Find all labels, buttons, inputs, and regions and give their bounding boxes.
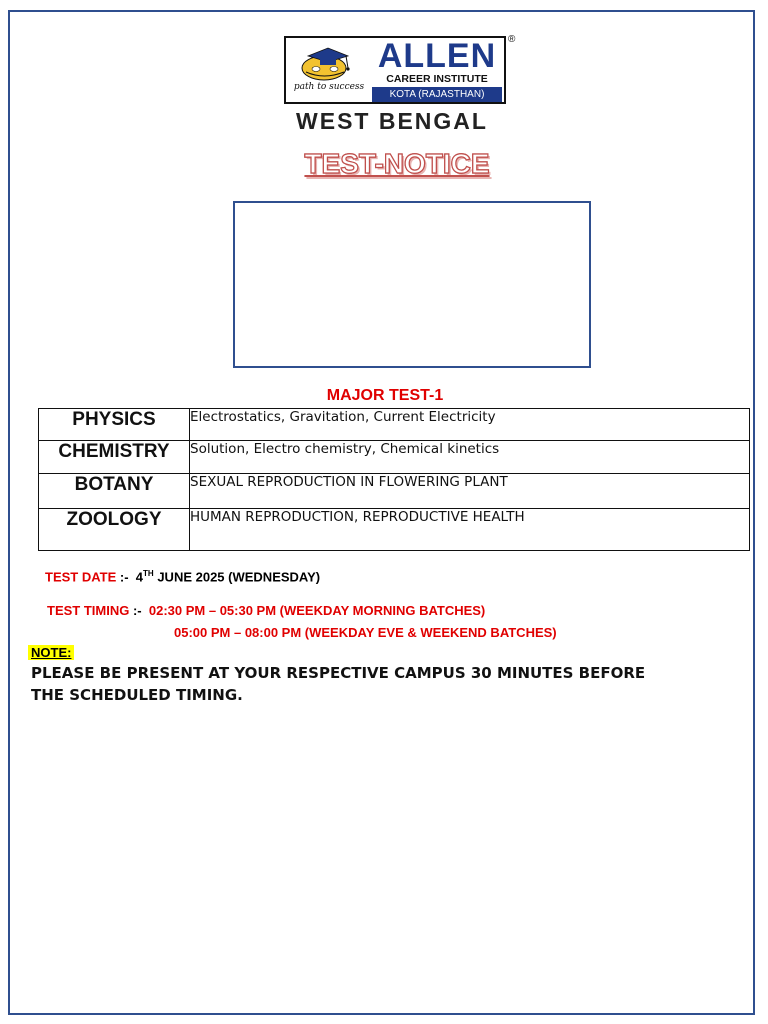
table-row: [39, 509, 750, 551]
topics-cell: SEXUAL REPRODUCTION IN FLOWERING PLANT: [190, 474, 750, 509]
graduation-cap-icon: [294, 44, 364, 84]
table-row: [39, 409, 750, 441]
test-timing-slot-1: 02:30 PM – 05:30 PM (WEEKDAY MORNING BATCHES): [148, 603, 486, 618]
table-row: [39, 441, 750, 474]
test-timing-label: TEST TIMING: [47, 603, 130, 618]
note-text: PLEASE BE PRESENT AT YOUR RESPECTIVE CAMPUS 30 MINUTES BEFORE THE SCHEDULED TIMING.: [31, 664, 646, 704]
registered-mark: ®: [508, 34, 516, 45]
test-date-day: 4: [135, 569, 144, 585]
test-date-label: TEST DATE: [45, 569, 117, 585]
test-timing-slot-2: 05:00 PM – 08:00 PM (WEEKDAY EVE & WEEKEND BATCHES): [174, 625, 557, 640]
subject-cell: BOTANY: [39, 474, 190, 509]
note-label: NOTE:: [28, 645, 74, 660]
logo-location: KOTA (RAJASTHAN): [372, 87, 502, 102]
logo-brand-name: ALLEN: [377, 37, 497, 75]
topics-cell: HUMAN REPRODUCTION, REPRODUCTIVE HEALTH: [190, 509, 750, 551]
subject-cell: ZOOLOGY: [39, 509, 190, 551]
test-date-value: JUNE 2025 (WEDNESDAY): [157, 569, 321, 585]
logo-subtitle: CAREER INSTITUTE: [386, 73, 488, 85]
test-timing-line: [47, 603, 485, 618]
subject-cell: CHEMISTRY: [39, 441, 190, 474]
test-date-separator: :-: [119, 569, 129, 585]
test-date-suffix: TH: [143, 569, 154, 578]
table-row: [39, 474, 750, 509]
logo-tagline: path to success: [293, 82, 365, 92]
topics-cell: Solution, Electro chemistry, Chemical kinetics: [190, 441, 750, 474]
test-name: MAJOR TEST-1: [326, 387, 444, 404]
image-placeholder-box: [233, 201, 591, 368]
test-date-line: [45, 569, 320, 584]
subject-cell: PHYSICS: [39, 409, 190, 441]
notice-title: TEST-NOTICE: [304, 148, 490, 179]
topics-cell: Electrostatics, Gravitation, Current Electricity: [190, 409, 750, 441]
allen-logo: [284, 36, 506, 104]
syllabus-table: [38, 408, 750, 551]
test-timing-separator: :-: [132, 603, 142, 618]
logo-emblem-area: [288, 40, 370, 100]
region-title: WEST BENGAL: [296, 108, 488, 134]
